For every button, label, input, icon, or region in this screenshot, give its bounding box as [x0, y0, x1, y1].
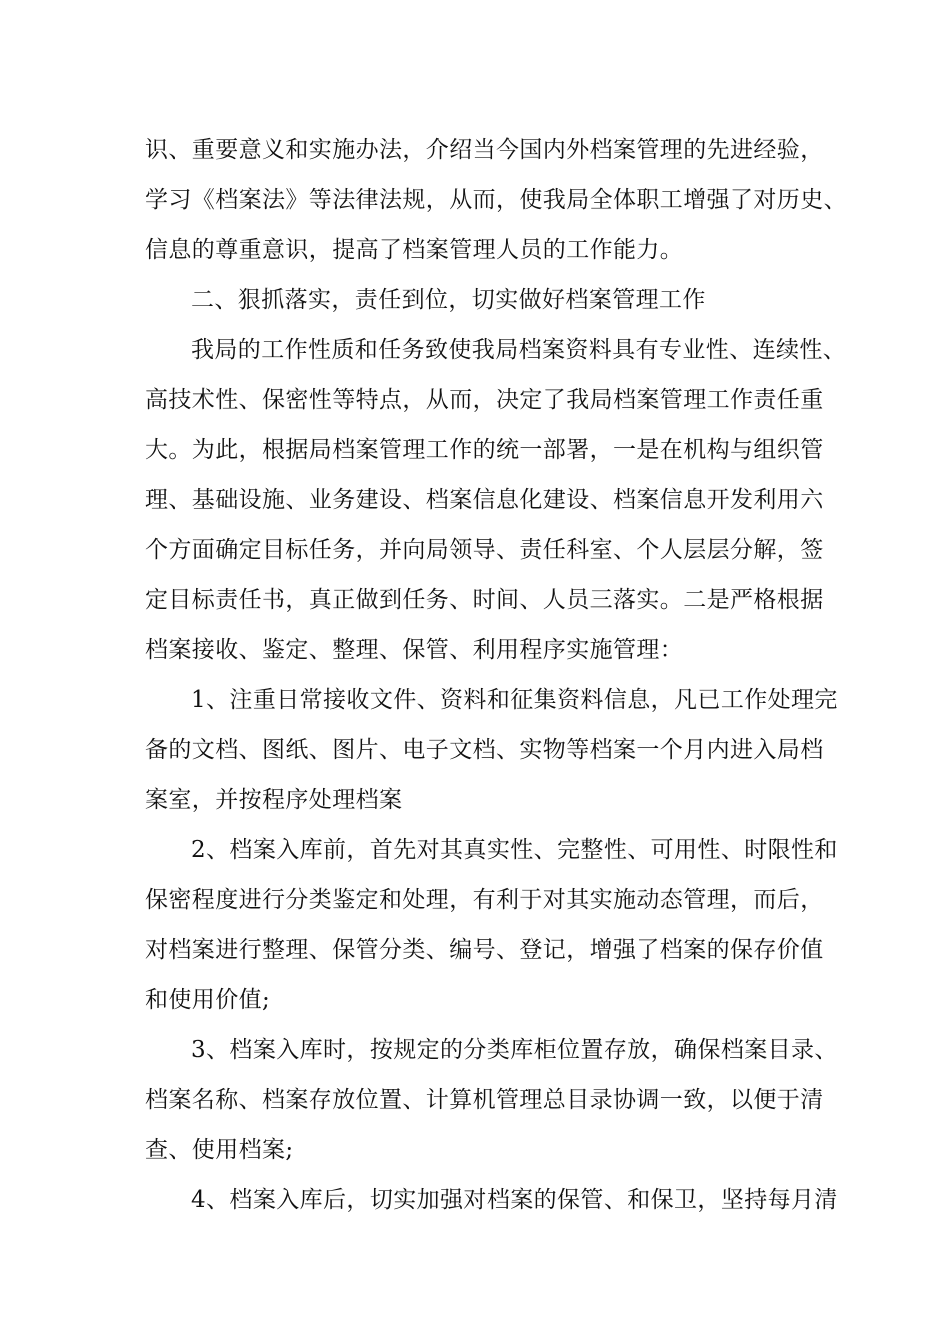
- text-line: 备的文档、图纸、图片、电子文档、实物等档案一个月内进入局档: [145, 737, 824, 763]
- list-item-1: 1、注重日常接收文件、资料和征集资料信息，凡已工作处理完: [191, 687, 838, 713]
- text-line: 定目标责任书，真正做到任务、时间、人员三落实。二是严格根据: [145, 587, 824, 613]
- list-item-4: 4、档案入库后，切实加强对档案的保管、和保卫，坚持每月清: [191, 1187, 838, 1213]
- text-line: 案室，并按程序处理档案: [145, 787, 403, 813]
- text-line: 保密程度进行分类鉴定和处理，有利于对其实施动态管理，而后，: [145, 887, 824, 913]
- text-line: 个方面确定目标任务，并向局领导、责任科室、个人层层分解，签: [145, 537, 824, 563]
- text-line: 大。为此，根据局档案管理工作的统一部署，一是在机构与组织管: [145, 437, 824, 463]
- text-line: 我局的工作性质和任务致使我局档案资料具有专业性、连续性、: [191, 337, 847, 363]
- text-line: 档案接收、鉴定、整理、保管、利用程序实施管理：: [145, 637, 684, 663]
- text-line: 对档案进行整理、保管分类、编号、登记，增强了档案的保存价值: [145, 937, 824, 963]
- text-line: 识、重要意义和实施办法，介绍当今国内外档案管理的先进经验，: [145, 137, 824, 163]
- text-line: 理、基础设施、业务建设、档案信息化建设、档案信息开发利用六: [145, 487, 824, 513]
- text-line: 和使用价值;: [145, 987, 271, 1013]
- text-line: 高技术性、保密性等特点，从而，决定了我局档案管理工作责任重: [145, 387, 824, 413]
- list-item-2: 2、档案入库前，首先对其真实性、完整性、可用性、时限性和: [191, 837, 838, 863]
- section-heading: 二、狠抓落实，责任到位，切实做好档案管理工作: [191, 287, 706, 313]
- text-line: 信息的尊重意识，提高了档案管理人员的工作能力。: [145, 237, 684, 263]
- text-line: 学习《档案法》等法律法规，从而，使我局全体职工增强了对历史、: [145, 187, 847, 213]
- text-line: 档案名称、档案存放位置、计算机管理总目录协调一致，以便于清: [145, 1087, 824, 1113]
- text-line: 查、使用档案;: [145, 1137, 294, 1163]
- list-item-3: 3、档案入库时，按规定的分类库柜位置存放，确保档案目录、: [191, 1037, 838, 1063]
